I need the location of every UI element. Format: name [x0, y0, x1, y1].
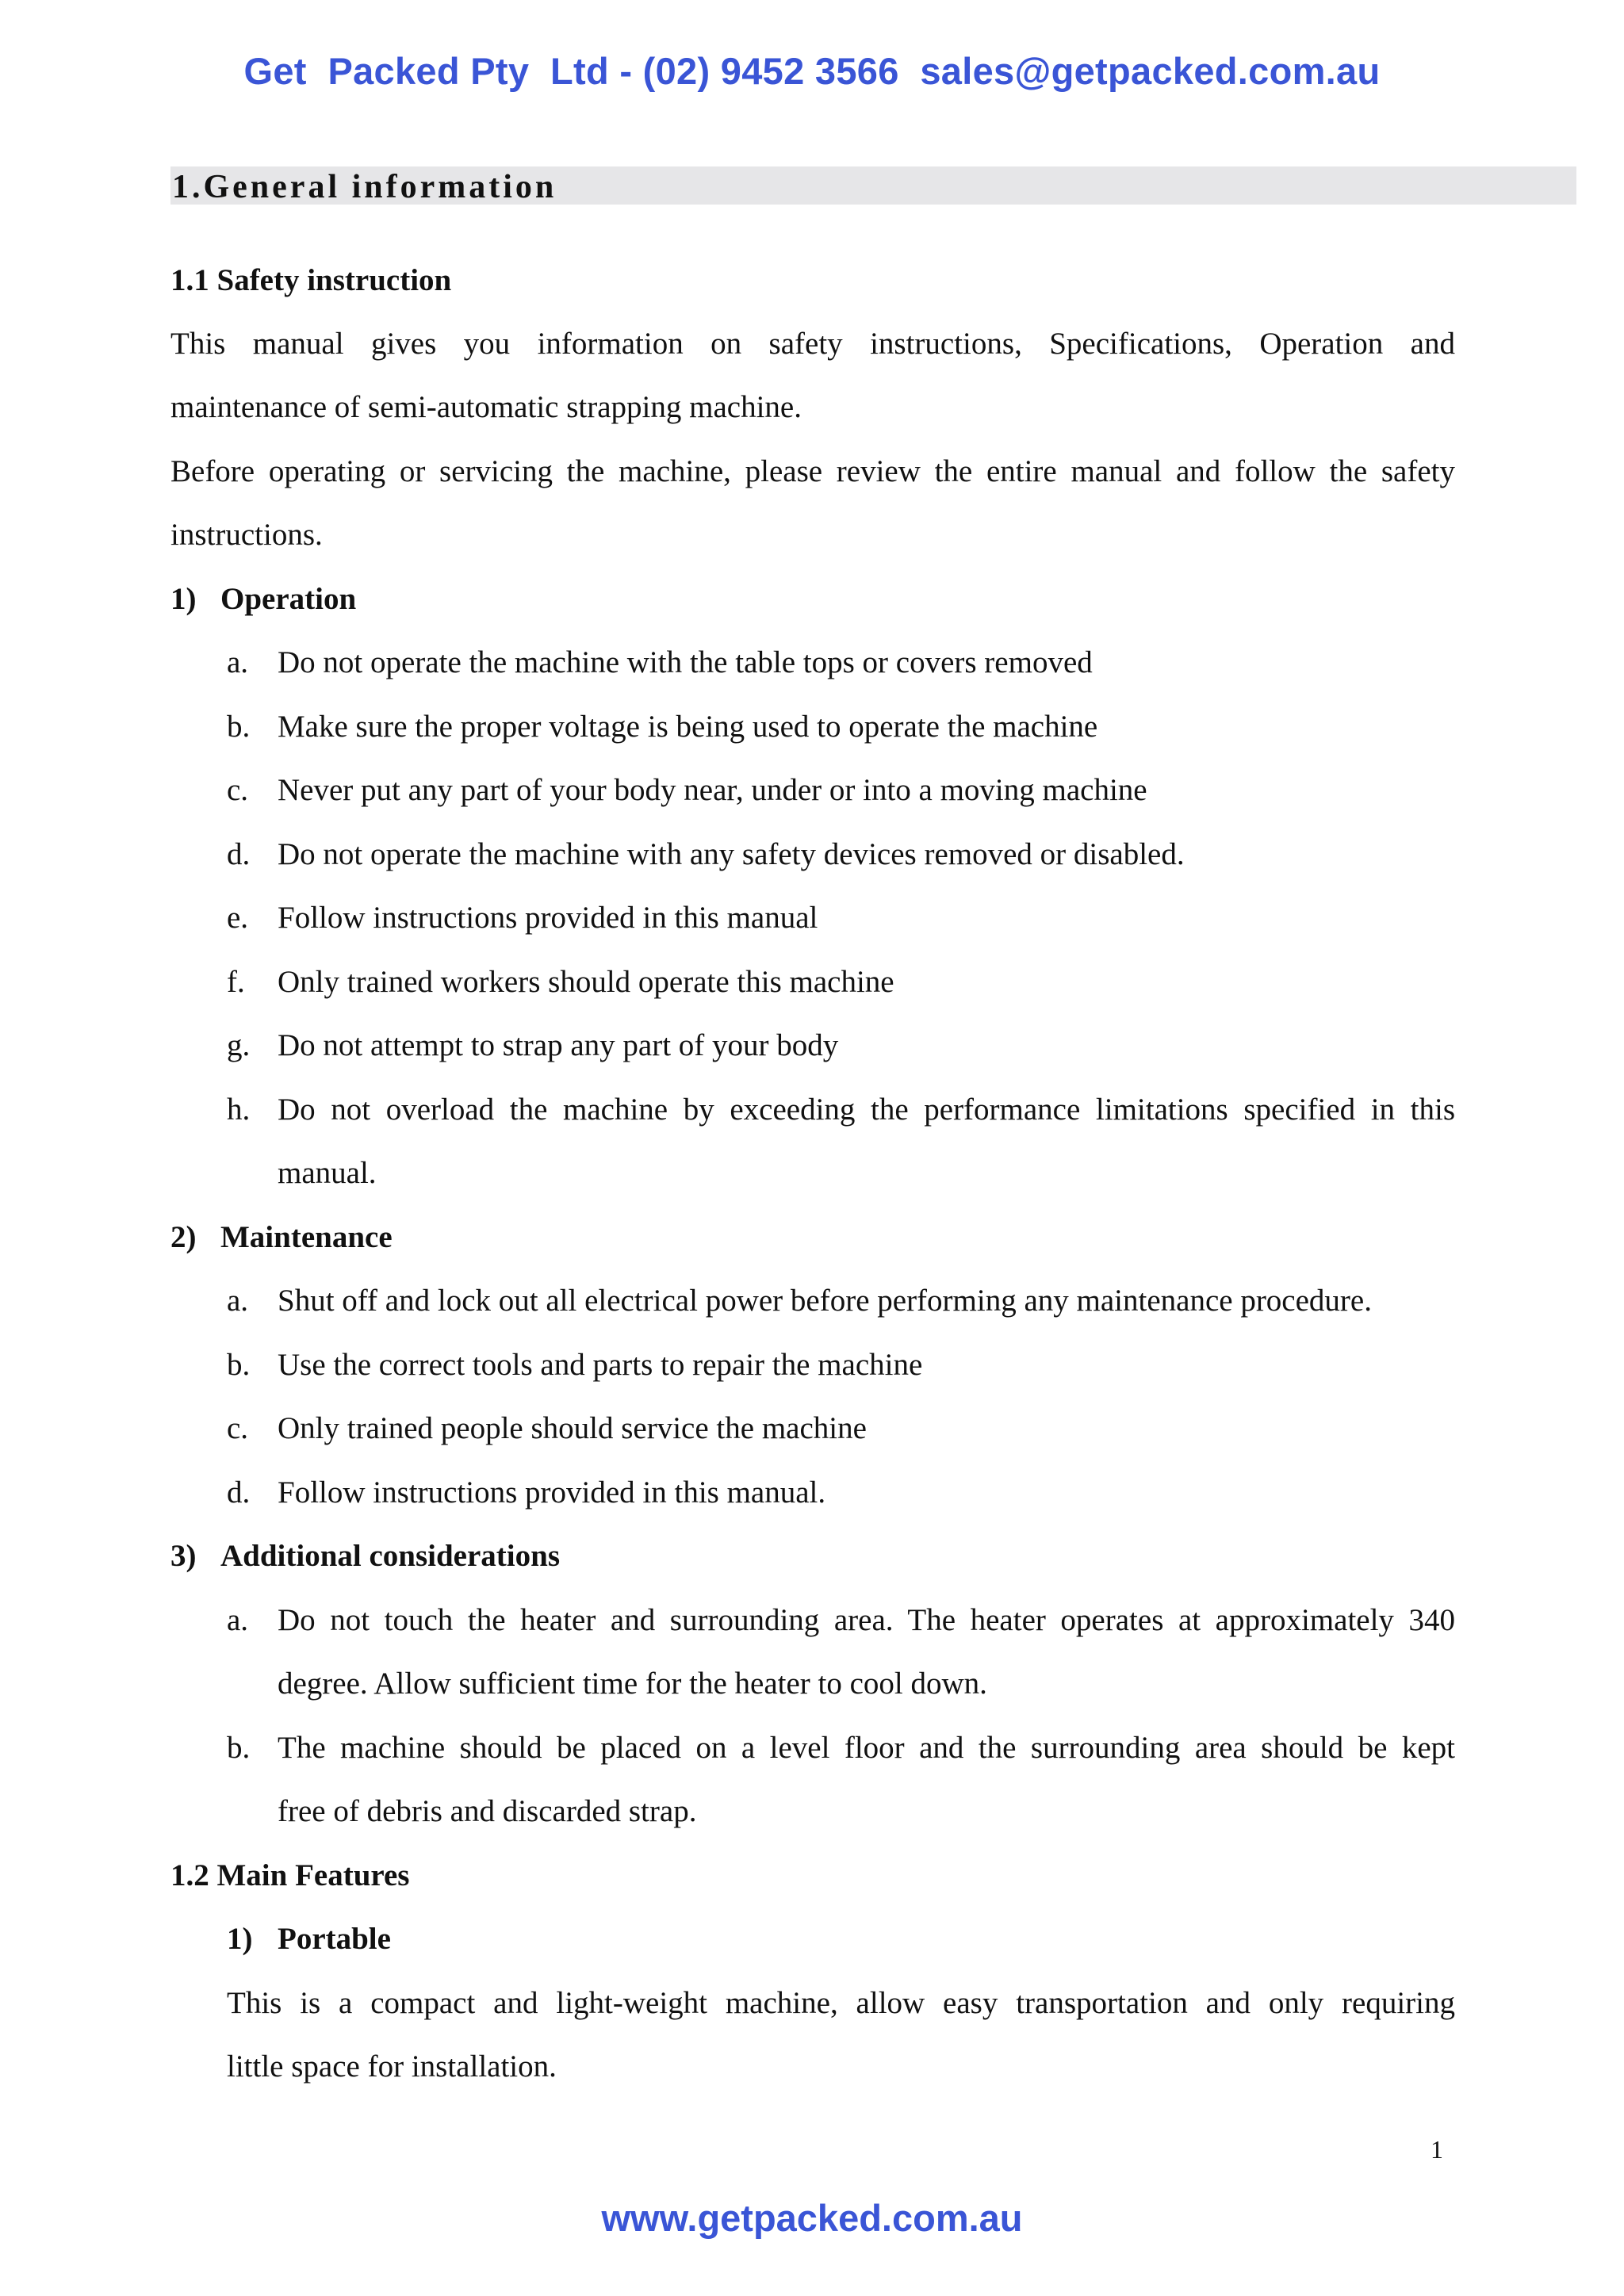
page-number: 1	[1431, 2135, 1443, 2164]
additional-item-marker: b.	[227, 1731, 251, 1765]
maintenance-item-marker: b.	[227, 1348, 251, 1382]
operation-number: 1)	[170, 582, 197, 616]
operation-item-text: Follow instructions provided in this manual	[278, 901, 818, 935]
additional-item-continuation: free of debris and discarded strap.	[278, 1794, 697, 1828]
portable-line1: This is a compact and light-weight machine, allow easy transportation and only requiring	[227, 1986, 1455, 2020]
additional-item-continuation: degree. Allow sufficient time for the heater to cool down.	[278, 1667, 987, 1701]
operation-item-continuation: manual.	[278, 1156, 377, 1190]
maintenance-item-text: Only trained people should service the machine	[278, 1411, 867, 1445]
maintenance-item-text: Follow instructions provided in this manual.	[278, 1475, 826, 1510]
safety-intro-line2: maintenance of semi-automatic strapping machine.	[170, 390, 802, 424]
maintenance-number: 2)	[170, 1220, 197, 1254]
maintenance-item-text: Use the correct tools and parts to repair the machine	[278, 1348, 923, 1382]
operation-item-text: Only trained workers should operate this machine	[278, 965, 894, 999]
features-heading: 1.2 Main Features	[170, 1858, 410, 1892]
footer-url[interactable]: www.getpacked.com.au	[601, 2197, 1023, 2239]
operation-item-text: Make sure the proper voltage is being used to operate the machine	[278, 710, 1098, 744]
operation-item-marker: f.	[227, 965, 245, 999]
operation-title: Operation	[220, 582, 357, 616]
maintenance-title: Maintenance	[220, 1220, 393, 1254]
operation-item-marker: b.	[227, 710, 251, 744]
section-title: 1.General information	[172, 169, 557, 205]
maintenance-item-marker: d.	[227, 1475, 251, 1510]
operation-item-text: Do not attempt to strap any part of your body	[278, 1028, 839, 1062]
header-banner: Get Packed Pty Ltd - (02) 9452 3566 sales@getpacked.com.au	[243, 50, 1381, 92]
portable-title: Portable	[278, 1922, 391, 1956]
operation-item-marker: h.	[227, 1093, 251, 1127]
maintenance-item-marker: c.	[227, 1411, 249, 1445]
operation-item-text: Never put any part of your body near, under or into a moving machine	[278, 773, 1147, 807]
operation-item-text: Do not overload the machine by exceeding the performance limitations specified in this	[278, 1093, 1455, 1127]
operation-item-marker: d.	[227, 837, 251, 871]
portable-number: 1)	[227, 1922, 253, 1956]
operation-item-marker: e.	[227, 901, 249, 935]
operation-item-marker: c.	[227, 773, 249, 807]
safety-review-line2: instructions.	[170, 518, 323, 552]
operation-item-marker: a.	[227, 645, 249, 679]
safety-heading: 1.1 Safety instruction	[170, 263, 452, 297]
safety-review-line1: Before operating or servicing the machine, please review the entire manual and follow the safety	[170, 454, 1455, 488]
maintenance-item-text: Shut off and lock out all electrical power before performing any maintenance procedure.	[278, 1284, 1372, 1318]
additional-item-marker: a.	[227, 1603, 249, 1637]
section-title-bar	[170, 166, 1576, 205]
operation-item-text: Do not operate the machine with the table tops or covers removed	[278, 645, 1093, 679]
maintenance-item-marker: a.	[227, 1284, 249, 1318]
safety-intro-line1: This manual gives you information on safety instructions, Specifications, Operation and	[170, 327, 1455, 361]
portable-line2: little space for installation.	[227, 2049, 557, 2084]
operation-item-text: Do not operate the machine with any safety devices removed or disabled.	[278, 837, 1185, 871]
additional-number: 3)	[170, 1539, 197, 1573]
operation-item-marker: g.	[227, 1028, 251, 1062]
additional-item-text: Do not touch the heater and surrounding area. The heater operates at approximately 340	[278, 1603, 1455, 1637]
additional-title: Additional considerations	[220, 1539, 560, 1573]
additional-item-text: The machine should be placed on a level floor and the surrounding area should be kept	[278, 1731, 1455, 1765]
